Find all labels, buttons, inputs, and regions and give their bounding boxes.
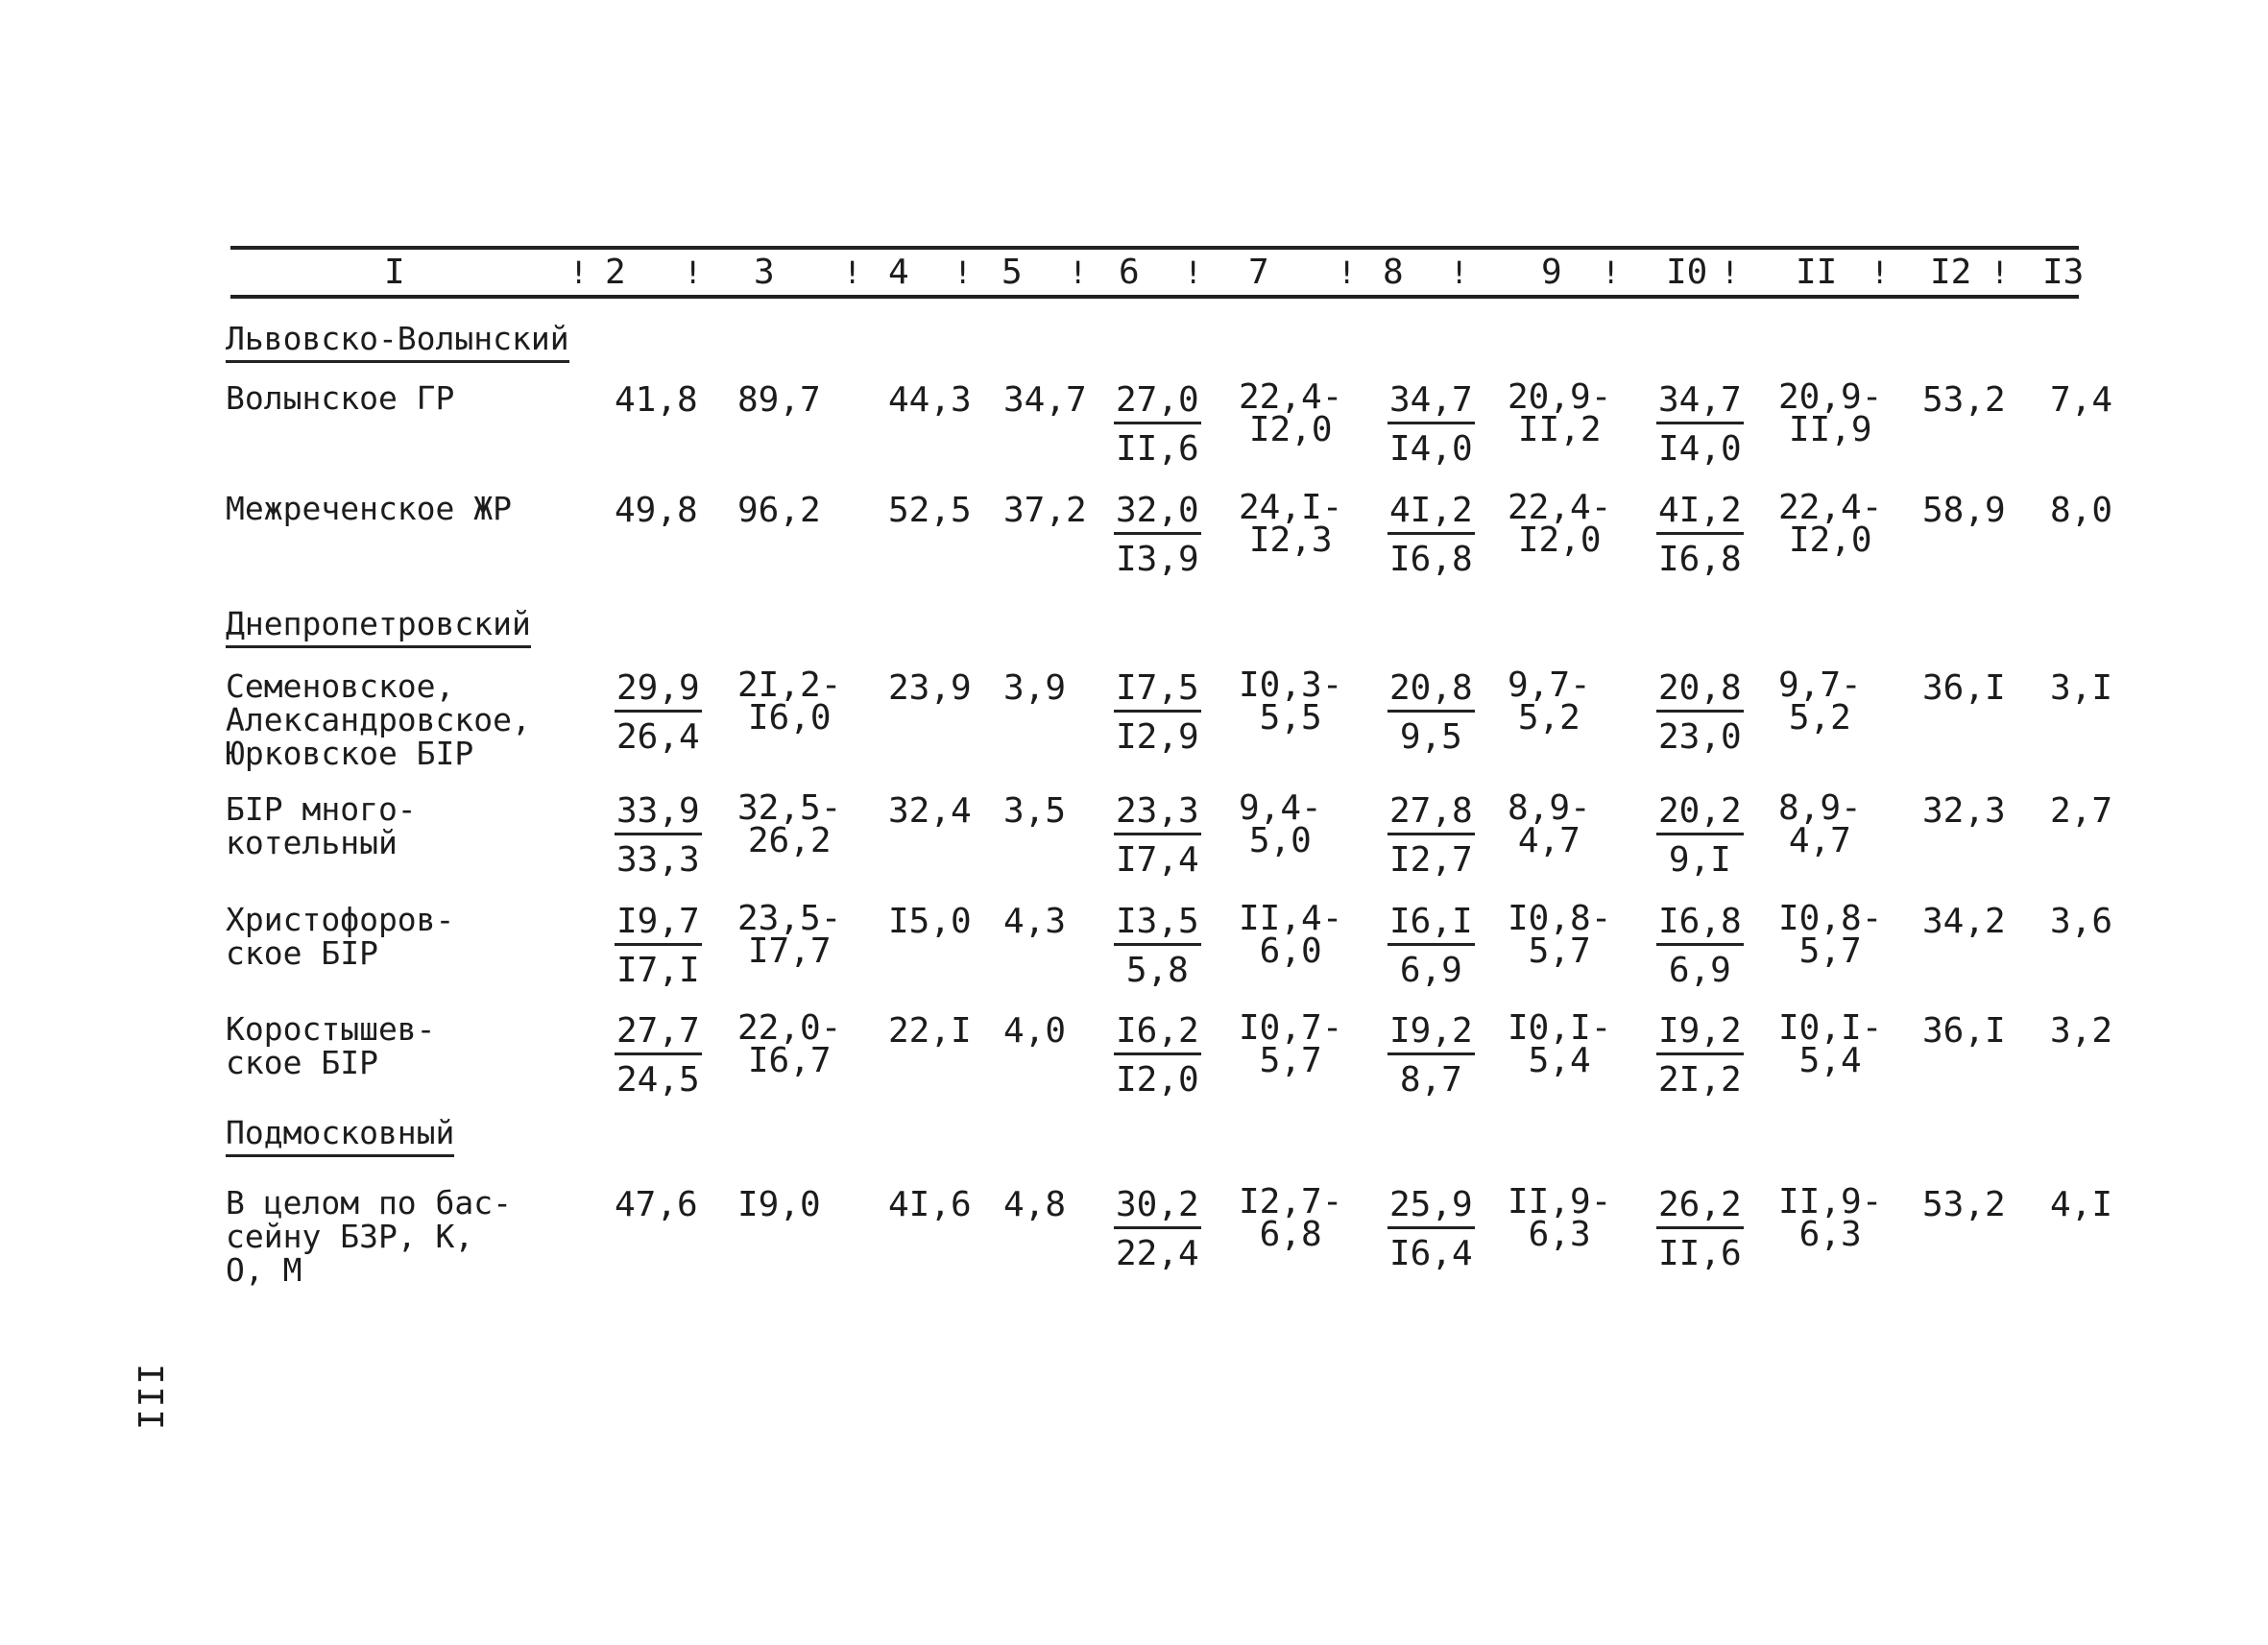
range-upper: 20,9-: [1508, 377, 1612, 417]
table-cell: 3,5: [1003, 791, 1067, 831]
range-cell: [737, 899, 842, 971]
table-cell: 52,5: [888, 491, 972, 530]
table-cell: I9,0: [737, 1185, 821, 1224]
range-lower: II,9: [1788, 410, 1872, 449]
column-separator: !: [1721, 254, 1740, 291]
fraction-numerator: I7,5: [1114, 669, 1201, 713]
fraction-cell: [1114, 1012, 1201, 1100]
range-lower: 4,7: [1517, 821, 1580, 860]
range-lower: 6,0: [1259, 931, 1322, 971]
table-cell: 4,3: [1003, 902, 1067, 941]
fraction-cell: [615, 903, 702, 990]
range-upper: 8,9-: [1778, 788, 1862, 828]
row-name: В целом по бас- сейну БЗР, К, О, М: [226, 1184, 513, 1289]
fraction-cell: [1387, 1012, 1475, 1100]
fraction-numerator: 4I,2: [1387, 492, 1475, 535]
range-upper: II,9-: [1508, 1182, 1612, 1222]
fraction-cell: [1656, 492, 1744, 579]
fraction-denominator: 22,4: [1116, 1234, 1199, 1273]
table-cell: 2,7: [2050, 791, 2113, 831]
table-cell: 7,4: [2050, 380, 2113, 420]
range-lower: 5,7: [1528, 931, 1591, 971]
table-top-rule: [230, 246, 2079, 250]
fraction-denominator: 23,0: [1658, 717, 1742, 757]
table-cell: 32,3: [1922, 791, 2006, 831]
range-lower: I7,7: [747, 931, 832, 971]
row-name: Волынское ГР: [226, 379, 455, 417]
fraction-denominator: I3,9: [1116, 540, 1199, 579]
row-name: БIР много- котельный: [226, 790, 417, 861]
fraction-cell: [1114, 381, 1201, 469]
column-separator: !: [684, 254, 703, 291]
range-upper: I0,3-: [1239, 665, 1343, 705]
row-name: Межреченское ЖР: [226, 490, 513, 527]
range-upper: 24,I-: [1239, 488, 1343, 527]
range-cell: [1508, 899, 1612, 971]
fraction-denominator: II,6: [1116, 429, 1199, 469]
range-upper: 20,9-: [1778, 377, 1883, 417]
range-lower: 5,7: [1798, 931, 1862, 971]
range-cell: [737, 1008, 842, 1080]
table-cell: 41,8: [615, 380, 698, 420]
column-separator: !: [1338, 254, 1357, 291]
range-upper: II,9-: [1778, 1182, 1883, 1222]
fraction-denominator: 8,7: [1399, 1060, 1462, 1100]
fraction-numerator: I9,2: [1387, 1012, 1475, 1055]
column-header: II: [1796, 253, 1838, 292]
fraction-numerator: 34,7: [1656, 381, 1744, 424]
fraction-denominator: I6,8: [1658, 540, 1742, 579]
fraction-cell: [1656, 903, 1744, 990]
range-cell: [1508, 788, 1591, 860]
range-upper: I0,I-: [1508, 1008, 1612, 1048]
fraction-denominator: 2I,2: [1658, 1060, 1742, 1100]
range-upper: 32,5-: [737, 788, 842, 828]
fraction-denominator: I6,8: [1389, 540, 1473, 579]
range-upper: 22,0-: [737, 1008, 842, 1048]
fraction-numerator: 27,8: [1387, 792, 1475, 835]
range-lower: 5,5: [1259, 698, 1322, 738]
table-cell: 34,7: [1003, 380, 1087, 420]
fraction-numerator: I9,7: [615, 903, 702, 946]
fraction-numerator: 23,3: [1114, 792, 1201, 835]
table-cell: 37,2: [1003, 491, 1087, 530]
column-header: 8: [1383, 253, 1404, 292]
table-cell: 3,I: [2050, 668, 2113, 708]
fraction-numerator: 27,0: [1114, 381, 1201, 424]
column-header: I2: [1930, 253, 1972, 292]
fraction-numerator: I6,8: [1656, 903, 1744, 946]
range-upper: I2,7-: [1239, 1182, 1343, 1222]
range-cell: [1778, 488, 1883, 560]
fraction-cell: [1387, 381, 1475, 469]
fraction-numerator: I6,I: [1387, 903, 1475, 946]
range-cell: [1508, 377, 1612, 449]
range-cell: [1239, 899, 1343, 971]
range-lower: I2,0: [1517, 520, 1602, 560]
fraction-denominator: I6,4: [1389, 1234, 1473, 1273]
range-upper: I0,I-: [1778, 1008, 1883, 1048]
table-cell: 3,9: [1003, 668, 1067, 708]
range-cell: [1239, 1008, 1343, 1080]
column-header: 9: [1541, 253, 1562, 292]
table-cell: 49,8: [615, 491, 698, 530]
fraction-numerator: 20,8: [1656, 669, 1744, 713]
fraction-cell: [1656, 1012, 1744, 1100]
fraction-cell: [1114, 1186, 1201, 1273]
fraction-cell: [1114, 492, 1201, 579]
fraction-cell: [615, 1012, 702, 1100]
fraction-cell: [1114, 669, 1201, 757]
table-cell: 22,I: [888, 1011, 972, 1051]
range-cell: [1239, 788, 1322, 860]
range-lower: 6,3: [1798, 1215, 1862, 1254]
range-lower: I6,7: [747, 1041, 832, 1080]
column-header: 6: [1119, 253, 1140, 292]
range-lower: 5,2: [1517, 698, 1580, 738]
column-separator: !: [1602, 254, 1621, 291]
range-upper: I0,8-: [1508, 899, 1612, 938]
fraction-numerator: 30,2: [1114, 1186, 1201, 1229]
range-upper: 22,4-: [1508, 488, 1612, 527]
column-separator: !: [953, 254, 973, 291]
fraction-numerator: 20,2: [1656, 792, 1744, 835]
column-separator: !: [569, 254, 589, 291]
range-lower: 6,3: [1528, 1215, 1591, 1254]
column-header: I3: [2042, 253, 2085, 292]
column-separator: !: [1069, 254, 1088, 291]
range-lower: I2,0: [1248, 410, 1333, 449]
column-header: 4: [888, 253, 909, 292]
column-separator: !: [1184, 254, 1203, 291]
range-cell: [737, 788, 842, 860]
range-upper: 22,4-: [1239, 377, 1343, 417]
fraction-denominator: I4,0: [1389, 429, 1473, 469]
fraction-numerator: 20,8: [1387, 669, 1475, 713]
fraction-denominator: I2,7: [1389, 840, 1473, 880]
table-cell: 36,I: [1922, 668, 2006, 708]
range-cell: [1239, 488, 1343, 560]
fraction-denominator: I2,9: [1116, 717, 1199, 757]
table-cell: 3,6: [2050, 902, 2113, 941]
table-cell: 4I,6: [888, 1185, 972, 1224]
fraction-numerator: 25,9: [1387, 1186, 1475, 1229]
fraction-denominator: 6,9: [1399, 951, 1462, 990]
range-lower: 6,8: [1259, 1215, 1322, 1254]
column-separator: !: [1991, 254, 2010, 291]
table-cell: 36,I: [1922, 1011, 2006, 1051]
range-upper: 23,5-: [737, 899, 842, 938]
range-lower: I2,0: [1788, 520, 1872, 560]
fraction-denominator: I7,I: [616, 951, 700, 990]
fraction-denominator: 5,8: [1125, 951, 1189, 990]
range-cell: [1778, 665, 1862, 738]
fraction-cell: [1114, 792, 1201, 880]
range-cell: [1508, 488, 1612, 560]
range-cell: [1239, 377, 1343, 449]
fraction-numerator: 4I,2: [1656, 492, 1744, 535]
fraction-numerator: 29,9: [615, 669, 702, 713]
table-cell: 34,2: [1922, 902, 2006, 941]
column-separator: !: [843, 254, 862, 291]
range-lower: 26,2: [747, 821, 832, 860]
column-header: 7: [1248, 253, 1269, 292]
fraction-denominator: 26,4: [616, 717, 700, 757]
fraction-numerator: 33,9: [615, 792, 702, 835]
range-lower: 5,0: [1248, 821, 1312, 860]
fraction-denominator: II,6: [1658, 1234, 1742, 1273]
table-cell: I5,0: [888, 902, 972, 941]
column-separator: !: [1870, 254, 1890, 291]
column-header: 2: [605, 253, 626, 292]
table-cell: 44,3: [888, 380, 972, 420]
table-cell: 96,2: [737, 491, 821, 530]
range-upper: 9,7-: [1508, 665, 1591, 705]
range-cell: [1778, 1182, 1883, 1254]
row-name: Коростышев- ское БIР: [226, 1010, 436, 1081]
fraction-numerator: 34,7: [1387, 381, 1475, 424]
table-cell: 53,2: [1922, 380, 2006, 420]
table-cell: 3,2: [2050, 1011, 2113, 1051]
table-cell: 4,8: [1003, 1185, 1067, 1224]
range-cell: [1508, 665, 1591, 738]
fraction-cell: [1114, 903, 1201, 990]
fraction-cell: [1387, 492, 1475, 579]
table-cell: 23,9: [888, 668, 972, 708]
fraction-numerator: 27,7: [615, 1012, 702, 1055]
range-lower: 5,7: [1259, 1041, 1322, 1080]
column-header: I: [384, 253, 405, 292]
range-lower: 5,4: [1528, 1041, 1591, 1080]
fraction-cell: [1387, 1186, 1475, 1273]
fraction-denominator: 9,5: [1399, 717, 1462, 757]
fraction-numerator: 32,0: [1114, 492, 1201, 535]
fraction-cell: [1656, 669, 1744, 757]
range-lower: 5,4: [1798, 1041, 1862, 1080]
range-cell: [1778, 377, 1883, 449]
fraction-numerator: I3,5: [1114, 903, 1201, 946]
range-upper: 22,4-: [1778, 488, 1883, 527]
range-cell: [1778, 899, 1883, 971]
column-header: I0: [1666, 253, 1708, 292]
fraction-cell: [1387, 792, 1475, 880]
fraction-numerator: I9,2: [1656, 1012, 1744, 1055]
range-upper: 2I,2-: [737, 665, 842, 705]
region-title: Днепропетровский: [226, 605, 531, 648]
range-upper: I0,8-: [1778, 899, 1883, 938]
column-header: 5: [1001, 253, 1023, 292]
range-lower: II,2: [1517, 410, 1602, 449]
range-cell: [1778, 788, 1862, 860]
range-cell: [1778, 1008, 1883, 1080]
fraction-denominator: 33,3: [616, 840, 700, 880]
table-cell: 47,6: [615, 1185, 698, 1224]
range-upper: 9,7-: [1778, 665, 1862, 705]
range-cell: [1239, 1182, 1343, 1254]
row-name: Семеновское, Александровское, Юрковское БIР: [226, 667, 531, 772]
fraction-numerator: I6,2: [1114, 1012, 1201, 1055]
fraction-numerator: 26,2: [1656, 1186, 1744, 1229]
fraction-denominator: I7,4: [1116, 840, 1199, 880]
column-header: 3: [754, 253, 775, 292]
table-cell: 4,0: [1003, 1011, 1067, 1051]
range-upper: 9,4-: [1239, 788, 1322, 828]
region-title: Львовско-Волынский: [226, 320, 569, 363]
fraction-denominator: 24,5: [616, 1060, 700, 1100]
fraction-cell: [1387, 903, 1475, 990]
region-title: Подмосковный: [226, 1114, 454, 1157]
table-cell: 58,9: [1922, 491, 2006, 530]
table-cell: 32,4: [888, 791, 972, 831]
table-cell: 89,7: [737, 380, 821, 420]
fraction-denominator: 9,I: [1668, 840, 1731, 880]
fraction-denominator: I2,0: [1116, 1060, 1199, 1100]
range-cell: [737, 665, 842, 738]
fraction-denominator: 6,9: [1668, 951, 1731, 990]
fraction-cell: [1656, 1186, 1744, 1273]
range-lower: 5,2: [1788, 698, 1851, 738]
range-lower: 4,7: [1788, 821, 1851, 860]
row-name: Христофоров- ское БIР: [226, 901, 455, 972]
range-upper: 8,9-: [1508, 788, 1591, 828]
table-cell: 53,2: [1922, 1185, 2006, 1224]
table-header-rule: [230, 295, 2079, 299]
page-number: III: [130, 1364, 169, 1433]
fraction-denominator: I4,0: [1658, 429, 1742, 469]
range-lower: I2,3: [1248, 520, 1333, 560]
table-cell: 8,0: [2050, 491, 2113, 530]
range-upper: I0,7-: [1239, 1008, 1343, 1048]
range-cell: [1508, 1008, 1612, 1080]
range-cell: [1508, 1182, 1612, 1254]
fraction-cell: [615, 792, 702, 880]
fraction-cell: [1656, 381, 1744, 469]
fraction-cell: [1656, 792, 1744, 880]
range-cell: [1239, 665, 1343, 738]
fraction-cell: [1387, 669, 1475, 757]
range-lower: I6,0: [747, 698, 832, 738]
table-cell: 4,I: [2050, 1185, 2113, 1224]
range-upper: II,4-: [1239, 899, 1343, 938]
fraction-cell: [615, 669, 702, 757]
column-separator: !: [1450, 254, 1469, 291]
